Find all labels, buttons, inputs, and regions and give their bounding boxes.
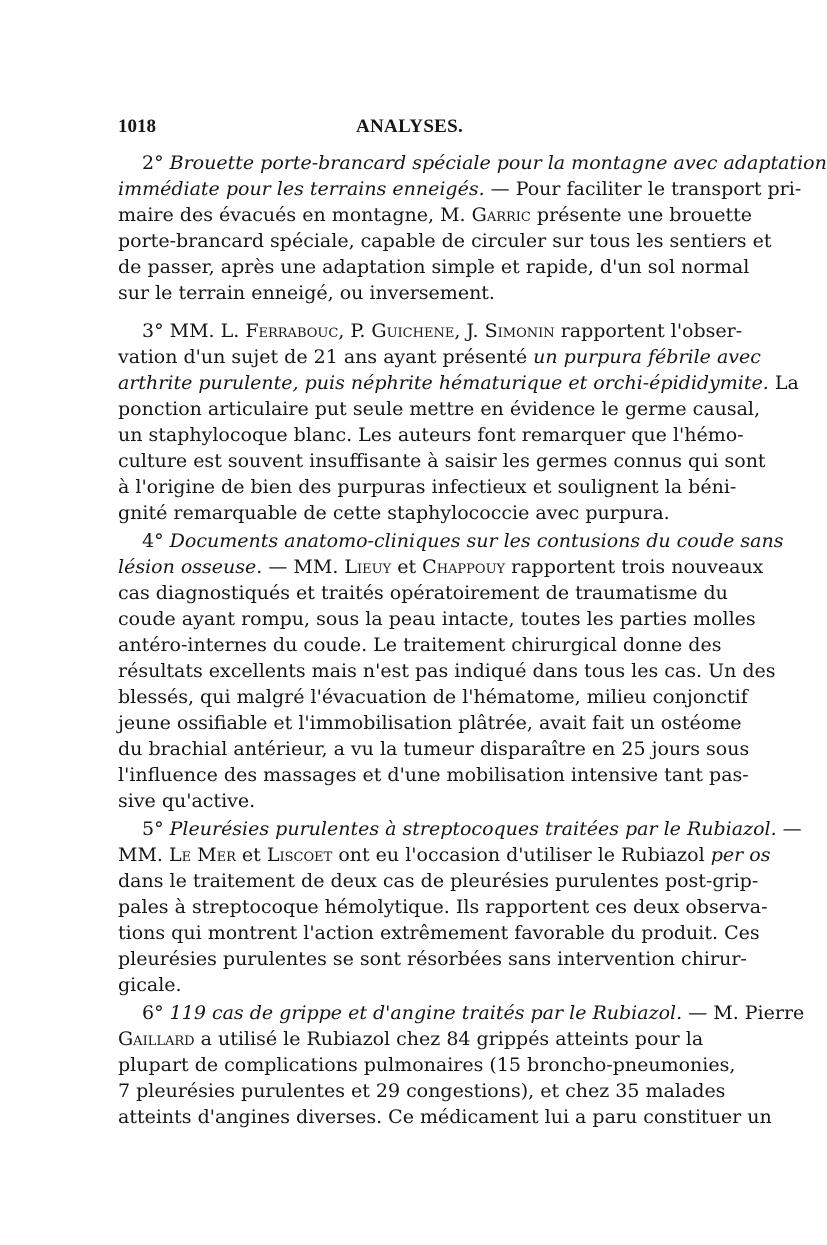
text-run: pales à streptocoque hémolytique. Ils rapportent ces deux observa- — [118, 896, 768, 918]
text-line — [118, 318, 743, 344]
text-run: — M. Pierre — [682, 1002, 805, 1024]
text-run: culture est souvent insuffisante à saisir les germes connus qui sont — [118, 450, 766, 472]
text-line — [118, 710, 742, 736]
text-run: à l'origine de bien des purpuras infectieux et soulignent la béni- — [118, 476, 737, 498]
text-run: ponction articulaire put seule mettre en évidence le germe causal, — [118, 398, 761, 420]
text-line — [118, 254, 750, 280]
text-line — [118, 554, 764, 580]
text-run: 5° — [142, 818, 170, 840]
text-run: coude ayant rompu, sous la peau intacte, toutes les parties molles — [118, 608, 756, 630]
italic-title: lésion osseuse. — [118, 556, 263, 578]
text-line — [118, 788, 670, 814]
text-run: et — [391, 556, 423, 578]
italic-title: Pleurésies purulentes à streptocoques traitées par le Rubiazol. — [169, 818, 777, 840]
author-name: Lieuy — [344, 556, 392, 578]
text-run: rapportent l'obser- — [554, 320, 743, 342]
italic-title: Brouette porte-brancard spéciale pour la montagne avec adaptation — [169, 152, 827, 174]
text-run: blessés, qui malgré l'évacuation de l'hématome, milieu conjonctif — [118, 686, 748, 708]
text-line — [118, 868, 759, 894]
text-line — [118, 606, 756, 632]
text-line — [118, 1026, 704, 1052]
text-line — [118, 280, 670, 306]
text-run: 2° — [142, 152, 170, 174]
running-title: ANALYSES. — [356, 116, 464, 137]
text-line — [118, 894, 768, 920]
text-run: , P. — [338, 320, 372, 342]
text-run: rapportent trois nouveaux — [505, 556, 764, 578]
text-run: antéro-internes du coude. Le traitement chirurgical donne des — [118, 634, 722, 656]
text-run: atteints d'angines diverses. Ce médicament lui a paru constituer un — [118, 1106, 772, 1128]
italic-title: Documents anatomo-cliniques sur les contusions du coude sans — [169, 530, 784, 552]
text-run: un staphylocoque blanc. Les auteurs font remarquer que l'hémo- — [118, 424, 744, 446]
text-run: MM. — [118, 844, 169, 866]
author-name: Ferrabouc — [245, 320, 339, 342]
text-run: La — [768, 372, 799, 394]
italic-title: per os — [710, 844, 771, 866]
text-run: — MM. — [262, 556, 345, 578]
text-run: porte-brancard spéciale, capable de circuler sur tous les sentiers et — [118, 230, 772, 252]
text-run: 6° — [142, 1002, 170, 1024]
text-line — [118, 946, 747, 972]
text-run: 7 pleurésies purulentes et 29 congestions), et chez 35 malades — [118, 1080, 726, 1102]
text-run: et — [235, 844, 267, 866]
text-run: tions qui montrent l'action extrêmement favorable du produit. Ces — [118, 922, 760, 944]
text-run: — — [776, 818, 802, 840]
author-name: Chappouy — [422, 556, 506, 578]
text-run: résultats excellents mais n'est pas indiqué dans tous les cas. Un des — [118, 660, 776, 682]
text-line — [118, 448, 766, 474]
text-run: gicale. — [118, 974, 182, 996]
author-name: Garric — [471, 204, 531, 226]
text-run: — Pour faciliter le transport pri- — [484, 178, 802, 200]
text-line — [118, 972, 670, 998]
text-line — [118, 816, 802, 842]
author-name: Le Mer — [169, 844, 236, 866]
paragraph-2-brouette — [118, 150, 827, 306]
text-run: jeune ossifiable et l'immobilisation plâtrée, avait fait un ostéome — [118, 712, 742, 734]
text-line — [118, 736, 750, 762]
author-name: Simonin — [484, 320, 555, 342]
text-run: dans le traitement de deux cas de pleurésies purulentes post-grip- — [118, 870, 759, 892]
paragraph-5-pleuresies — [118, 816, 802, 998]
text-line — [118, 1078, 726, 1104]
text-run: maire des évacués en montagne, M. — [118, 204, 472, 226]
paragraph-6-grippe-angine — [118, 1000, 805, 1130]
text-line — [118, 762, 749, 788]
text-run: , J. — [454, 320, 485, 342]
text-line — [118, 1104, 772, 1130]
text-run: l'influence des massages et d'une mobilisation intensive tant pas- — [118, 764, 749, 786]
text-run: a utilisé le Rubiazol chez 84 grippés atteints pour la — [194, 1028, 704, 1050]
text-line — [118, 920, 760, 946]
text-run: sur le terrain enneigé, ou inversement. — [118, 282, 495, 304]
text-line — [118, 658, 776, 684]
italic-title: un purpura fébrile avec — [533, 346, 761, 368]
text-run: ont eu l'occasion d'utiliser le Rubiazol — [332, 844, 711, 866]
paragraph-3-purpura — [118, 318, 799, 526]
text-line — [118, 344, 761, 370]
text-line — [118, 422, 744, 448]
text-line — [118, 396, 761, 422]
text-line — [118, 370, 799, 396]
text-line — [118, 474, 737, 500]
text-line — [118, 176, 802, 202]
text-line — [118, 632, 722, 658]
text-line — [118, 500, 670, 526]
text-line — [118, 202, 752, 228]
text-line — [118, 1052, 736, 1078]
italic-title: immédiate pour les terrains enneigés. — [118, 178, 485, 200]
author-name: Gaillard — [118, 1028, 195, 1050]
author-name: Guichene — [371, 320, 455, 342]
author-name: Liscoet — [266, 844, 333, 866]
text-line — [118, 150, 827, 176]
page-header — [118, 116, 668, 142]
page-number: 1018 — [118, 116, 156, 137]
text-line — [118, 228, 772, 254]
text-line — [118, 528, 784, 554]
text-run: du brachial antérieur, a vu la tumeur disparaître en 25 jours sous — [118, 738, 750, 760]
text-run: plupart de complications pulmonaires (15 broncho-pneumonies, — [118, 1054, 736, 1076]
text-run: de passer, après une adaptation simple et rapide, d'un sol normal — [118, 256, 750, 278]
italic-title: 119 cas de grippe et d'angine traités par le Rubiazol. — [169, 1002, 683, 1024]
text-run: 4° — [142, 530, 170, 552]
paragraph-4-contusions-coude — [118, 528, 784, 814]
italic-title: arthrite purulente, puis néphrite hématurique et orchi-épididymite. — [118, 372, 769, 394]
text-run: cas diagnostiqués et traités opératoirement de traumatisme du — [118, 582, 728, 604]
text-run: 3° MM. L. — [142, 320, 246, 342]
text-line — [118, 1000, 805, 1026]
text-line — [118, 684, 748, 710]
text-run: gnité remarquable de cette staphylococcie avec purpura. — [118, 502, 670, 524]
text-run: sive qu'active. — [118, 790, 256, 812]
text-run: pleurésies purulentes se sont résorbées sans intervention chirur- — [118, 948, 747, 970]
text-line — [118, 580, 728, 606]
text-run: présente une brouette — [530, 204, 752, 226]
text-line — [118, 842, 771, 868]
text-run: vation d'un sujet de 21 ans ayant présenté — [118, 346, 534, 368]
